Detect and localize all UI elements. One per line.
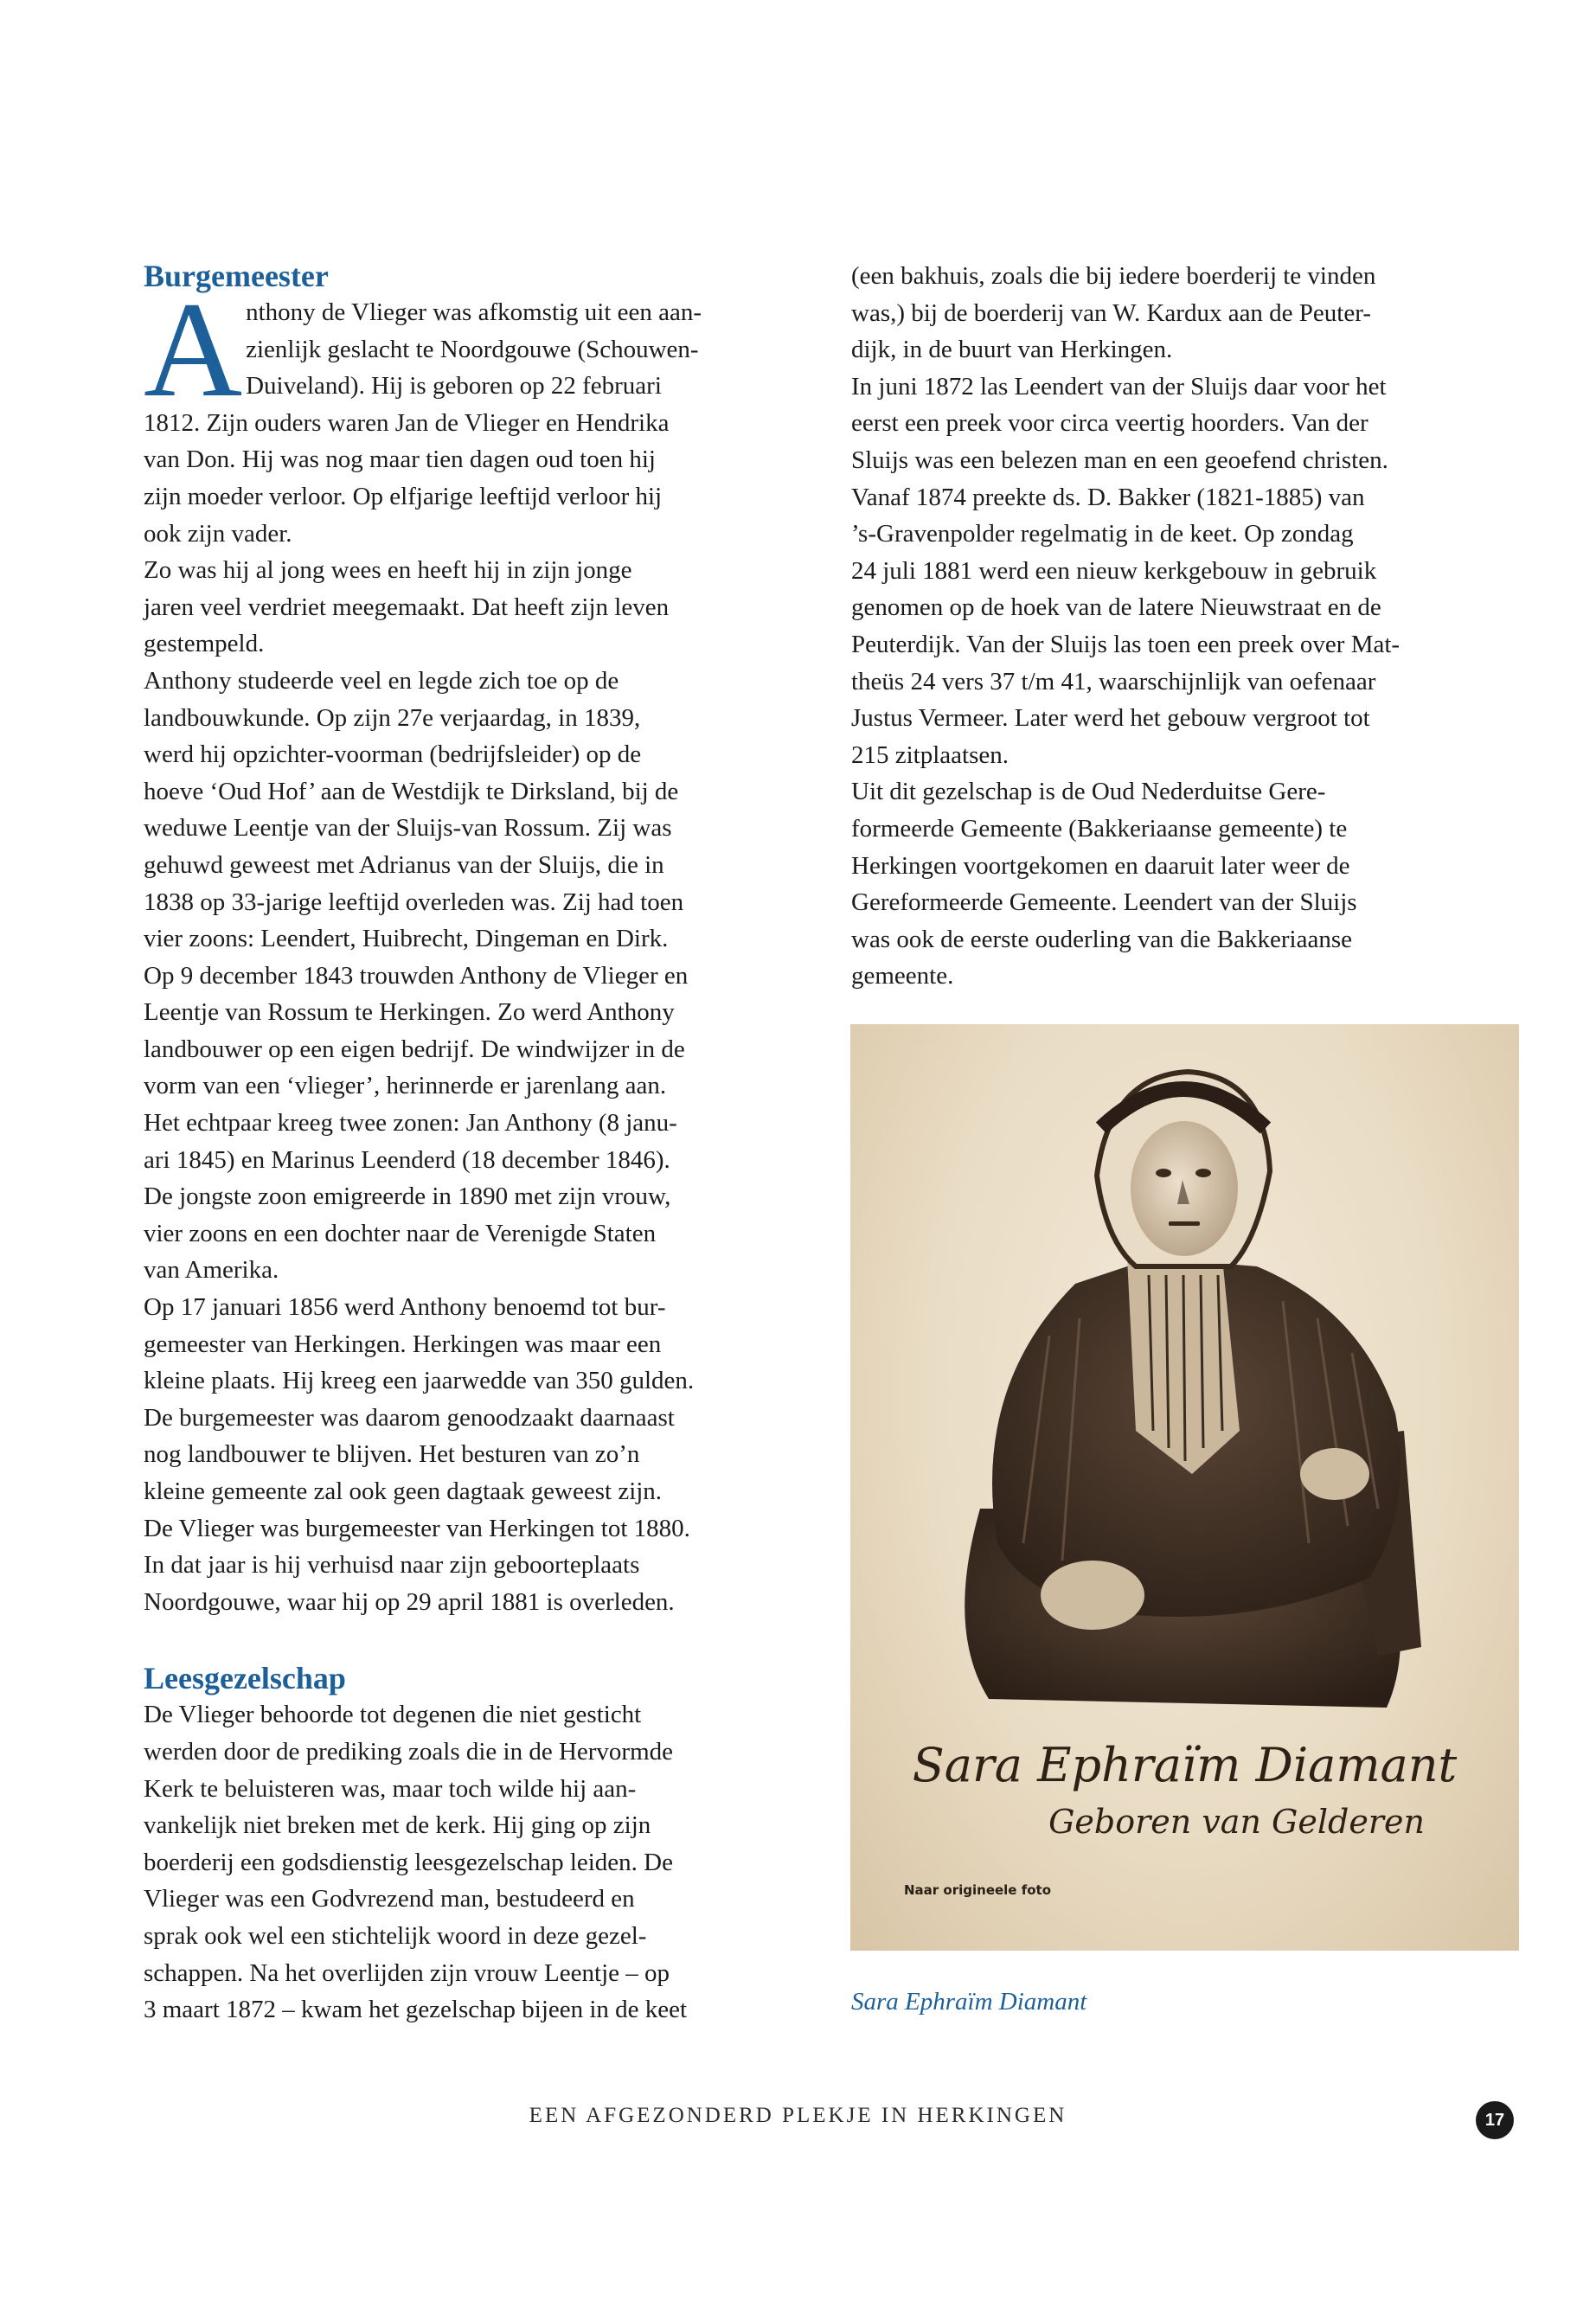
text-line: landbouwkunde. Op zijn 27e verjaardag, in 1839, — [144, 703, 641, 732]
heading-burgemeester: Burgemeester — [144, 259, 329, 293]
text-line: landbouwer op een eigen bedrijf. De windwijzer in de — [144, 1035, 685, 1063]
text-line: zienlijk geslacht te Noordgouwe (Schouwen- — [246, 335, 699, 363]
text-line: 3 maart 1872 – kwam het gezelschap bijeen in de keet — [144, 1996, 688, 2024]
text-line: In dat jaar is hij verhuisd naar zijn geboorteplaats — [144, 1551, 640, 1580]
section-burgemeester-text — [144, 274, 814, 1620]
text-line: gemeente. — [851, 962, 954, 990]
text-line: De burgemeester was daarom genoodzaakt daarnaast — [144, 1403, 675, 1432]
text-line: Vlieger was een Godvrezend man, bestudeerd en — [144, 1885, 635, 1913]
text-line: theüs 24 vers 37 t/m 41, waarschijnlijk van oefenaar — [851, 667, 1376, 695]
text-line: formeerde Gemeente (Bakkeriaanse gemeente) te — [851, 814, 1348, 843]
right-column — [851, 258, 1522, 995]
text-line: Op 9 december 1843 trouwden Anthony de Vlieger en — [144, 961, 689, 990]
hand-right — [1300, 1448, 1369, 1500]
text-line: Gereformeerde Gemeente. Leendert van der Sluijs — [851, 888, 1357, 917]
page-number-badge: 17 — [1476, 2101, 1514, 2139]
text-line: Uit dit gezelschap is de Oud Nederduitse Gere- — [851, 778, 1326, 806]
text-line: Vanaf 1874 preekte ds. D. Bakker (1821-1885) van — [851, 483, 1365, 511]
text-line: ari 1845) en Marinus Leenderd (18 december 1846). — [144, 1145, 670, 1174]
portrait-photo — [850, 1024, 1519, 1951]
hand-left — [1041, 1561, 1144, 1630]
text-line: Het echtpaar kreeg twee zonen: Jan Anthony (8 janu- — [144, 1109, 677, 1138]
text-line: gestempeld. — [144, 630, 265, 658]
text-line: eerst een preek voor circa veertig hoorders. Van der — [851, 409, 1368, 438]
text-line: Kerk te beluisteren was, maar toch wilde hij aan- — [144, 1774, 637, 1803]
text-line: van Amerika. — [144, 1256, 279, 1285]
text-line: Noordgouwe, waar hij op 29 april 1881 is overleden. — [144, 1587, 675, 1616]
drop-cap: A — [144, 274, 243, 426]
text-line: Leentje van Rossum te Herkingen. Zo werd Anthony — [144, 998, 675, 1027]
text-line: vankelijk niet breken met de kerk. Hij ging op zijn — [144, 1811, 651, 1840]
text-line: 215 zitplaatsen. — [851, 740, 1010, 769]
text-line: gemeester van Herkingen. Herkingen was maar een — [144, 1330, 662, 1358]
text-line: schappen. Na het overlijden zijn vrouw Leentje – op — [144, 1958, 670, 1987]
text-line: 24 juli 1881 werd een nieuw kerkgebouw in gebruik — [851, 556, 1377, 585]
text-line: was ook de eerste ouderling van die Bakkeriaanse — [851, 925, 1352, 953]
photo-caption: Sara Ephraïm Diamant — [851, 1988, 1087, 2016]
text-line: vier zoons en een dochter naar de Verenigde Staten — [144, 1219, 657, 1247]
photo-subtitle: Geboren van Gelderen — [1048, 1803, 1425, 1841]
text-line: hoeve ‘Oud Hof’ aan de Westdijk te Dirksland, bij de — [144, 777, 679, 805]
text-line: Zo was hij al jong wees en heeft hij in zijn jonge — [144, 556, 632, 585]
text-line: weduwe Leentje van der Sluijs-van Rossum. Zij was — [144, 814, 672, 843]
text-line: 1838 op 33-jarige leeftijd overleden was. Zij had toen — [144, 888, 684, 916]
photo-note: Naar origineele foto — [904, 1882, 1052, 1898]
text-line: Sluijs was een belezen man en een geoefend christen. — [851, 445, 1388, 474]
text-line: 1812. Zijn ouders waren Jan de Vlieger en Hendrika — [144, 408, 670, 437]
text-line: van Don. Hij was nog maar tien dagen oud toen hij — [144, 445, 656, 474]
running-footer: EEN AFGEZONDERD PLEKJE IN HERKINGEN — [529, 2104, 1067, 2127]
text-line: was,) bij de boerderij van W. Kardux aan de Peuter- — [851, 298, 1371, 327]
photo-signature: Sara Ephraïm Diamant — [912, 1738, 1458, 1792]
section-leesgezelschap-text — [144, 1696, 814, 2028]
text-line: ’s-Gravenpolder regelmatig in de keet. Op zondag — [851, 520, 1354, 548]
text-line: sprak ook wel een stichtelijk woord in deze gezel- — [144, 1921, 647, 1950]
text-line: gehuwd geweest met Adrianus van der Sluijs, die in — [144, 850, 664, 879]
text-line: genomen op de hoek van de latere Nieuwstraat en de — [851, 593, 1381, 622]
left-column — [144, 258, 814, 2029]
text-line: dijk, in de buurt van Herkingen. — [851, 336, 1173, 364]
section-spacer — [144, 1620, 814, 1660]
heading-leesgezelschap: Leesgezelschap — [144, 1661, 346, 1696]
text-line: De Vlieger behoorde tot degenen die niet gesticht — [144, 1701, 642, 1729]
text-line: vier zoons: Leendert, Huibrecht, Dingeman en Dirk. — [144, 925, 669, 953]
text-line: jaren veel verdriet meegemaakt. Dat heeft zijn leven — [144, 593, 670, 621]
text-line: Anthony studeerde veel en legde zich toe op de — [144, 666, 619, 695]
text-line: vorm van een ‘vlieger’, herinnerde er jarenlang aan. — [144, 1072, 667, 1100]
text-line: Op 17 januari 1856 werd Anthony benoemd tot bur- — [144, 1293, 666, 1322]
text-line: In juni 1872 las Leendert van der Sluijs daar voor het — [851, 372, 1387, 401]
text-line: Duiveland). Hij is geboren op 22 februari — [246, 372, 662, 401]
text-line: werd hij opzichter-voorman (bedrijfsleider) op de — [144, 740, 642, 769]
text-line: boerderij een godsdienstig leesgezelschap leiden. De — [144, 1848, 673, 1876]
text-line: nog landbouwer te blijven. Het besturen van zo’n — [144, 1440, 640, 1469]
text-line: Justus Vermeer. Later werd het gebouw vergroot tot — [851, 704, 1370, 733]
text-line: (een bakhuis, zoals die bij iedere boerderij te vinden — [851, 262, 1376, 290]
text-line: nthony de Vlieger was afkomstig uit een aan- — [246, 298, 702, 326]
text-line: Herkingen voortgekomen en daaruit later weer de — [851, 851, 1350, 880]
text-line: De Vlieger was burgemeester van Herkingen tot 1880. — [144, 1514, 690, 1542]
text-line: ook zijn vader. — [144, 519, 292, 548]
text-line: zijn moeder verloor. Op elfjarige leeftijd verloor hij — [144, 482, 663, 510]
text-line: kleine gemeente zal ook geen dagtaak geweest zijn. — [144, 1477, 663, 1505]
text-line: Peuterdijk. Van der Sluijs las toen een preek over Mat- — [851, 630, 1401, 658]
text-line: De jongste zoon emigreerde in 1890 met zijn vrouw, — [144, 1183, 671, 1211]
text-line: kleine plaats. Hij kreeg een jaarwedde van 350 gulden. — [144, 1367, 695, 1395]
text-line: werden door de prediking zoals die in de Hervormde — [144, 1737, 674, 1766]
